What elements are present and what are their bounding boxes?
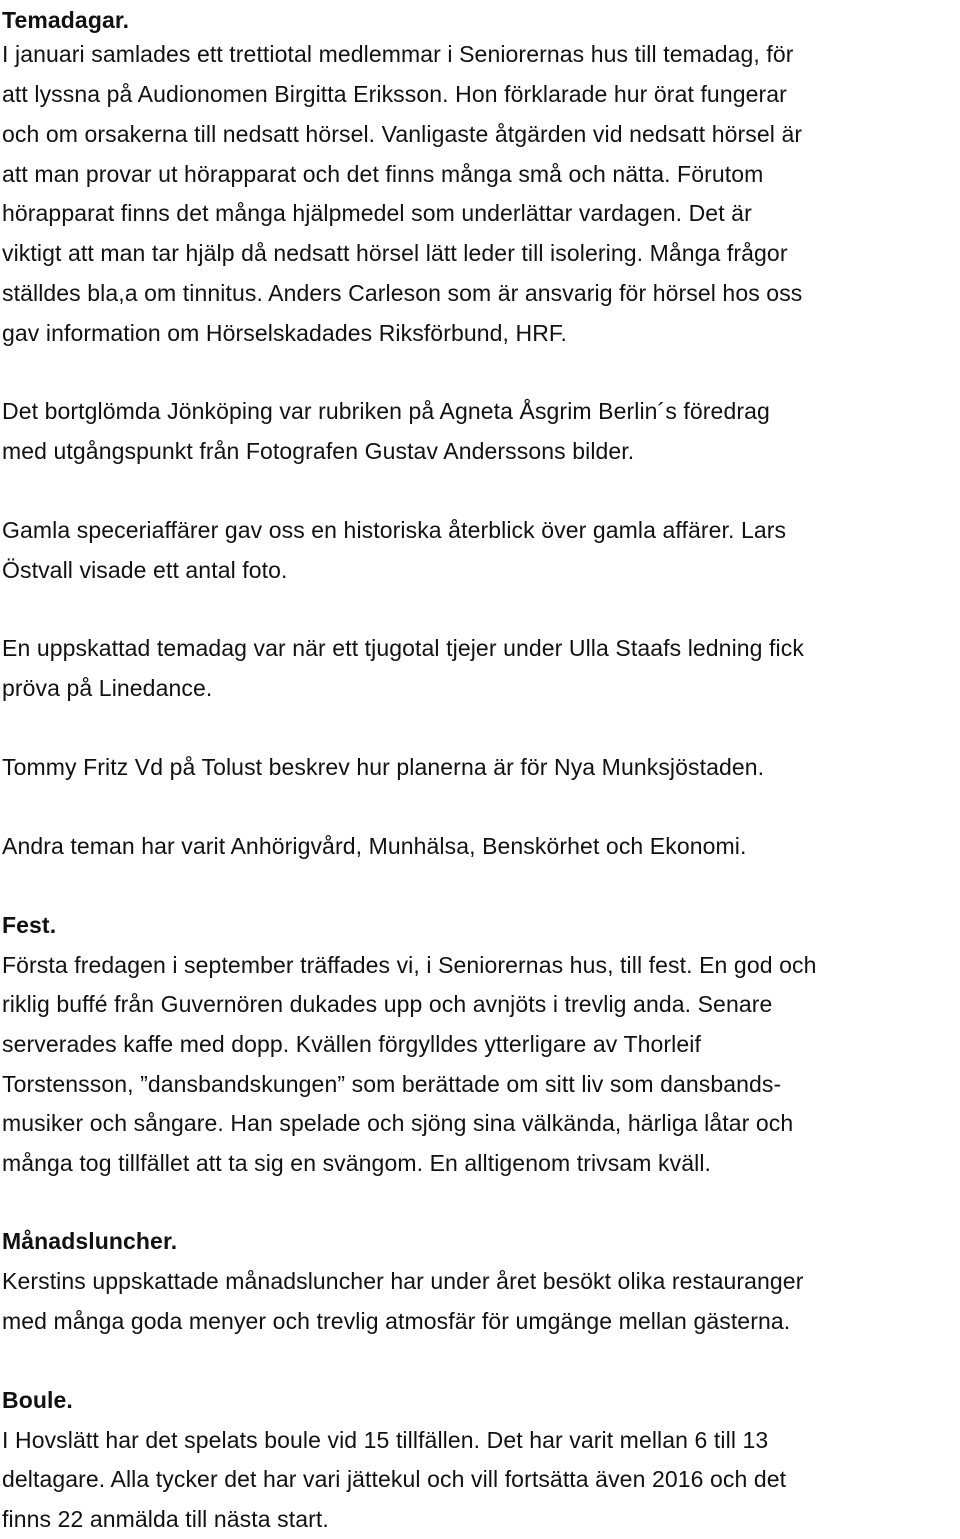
text-line: Kerstins uppskattade månadsluncher har under året besökt olika restauranger [2, 1268, 804, 1294]
text-line: En uppskattad temadag var när ett tjugotal tjejer under Ulla Staafs ledning fick [2, 635, 804, 661]
text-line: riklig buffé från Guvernören dukades upp och avnjöts i trevlig anda. Senare [2, 991, 773, 1017]
text-line: med många goda menyer och trevlig atmosfär för umgänge mellan gästerna. [2, 1308, 791, 1334]
text-line: pröva på Linedance. [2, 675, 213, 701]
section-heading-temadagar: Temadagar. [2, 7, 130, 33]
text-line: finns 22 anmälda till nästa start. [2, 1506, 329, 1532]
text-line: musiker och sångare. Han spelade och sjöng sina välkända, härliga låtar och [2, 1110, 794, 1136]
text-line: Gamla speceriaffärer gav oss en historiska återblick över gamla affärer. Lars [2, 517, 787, 543]
text-line: deltagare. Alla tycker det har vari jättekul och vill fortsätta även 2016 och det [2, 1466, 787, 1492]
text-line: I Hovslätt har det spelats boule vid 15 tillfällen. Det har varit mellan 6 till 13 [2, 1427, 769, 1453]
text-line: att man provar ut hörapparat och det finns många små och nätta. Förutom [2, 161, 764, 187]
text-line: Andra teman har varit Anhörigvård, Munhälsa, Benskörhet och Ekonomi. [2, 833, 747, 859]
text-line: viktigt att man tar hjälp då nedsatt hörsel lätt leder till isolering. Många frågor [2, 240, 788, 266]
text-line: att lyssna på Audionomen Birgitta Eriksson. Hon förklarade hur örat fungerar [2, 81, 787, 107]
text-line: Östvall visade ett antal foto. [2, 557, 288, 583]
text-line: många tog tillfället att ta sig en svängom. En alltigenom trivsam kväll. [2, 1150, 712, 1176]
text-line: Första fredagen i september träffades vi, i Seniorernas hus, till fest. En god och [2, 952, 817, 978]
text-line: Torstensson, ”dansbandskungen” som berättade om sitt liv som dansbands- [2, 1071, 782, 1097]
text-line: ställdes bla,a om tinnitus. Anders Carleson som är ansvarig för hörsel hos oss [2, 280, 803, 306]
text-line: med utgångspunkt från Fotografen Gustav Anderssons bilder. [2, 438, 635, 464]
text-line: I januari samlades ett trettiotal medlemmar i Seniorernas hus till temadag, för [2, 41, 794, 67]
text-line: gav information om Hörselskadades Riksförbund, HRF. [2, 320, 568, 346]
text-line: Tommy Fritz Vd på Tolust beskrev hur planerna är för Nya Munksjöstaden. [2, 754, 765, 780]
text-line: hörapparat finns det många hjälpmedel som underlättar vardagen. Det är [2, 200, 752, 226]
section-heading-fest: Fest. [2, 912, 57, 938]
text-line: Det bortglömda Jönköping var rubriken på Agneta Åsgrim Berlin´s föredrag [2, 398, 770, 424]
text-line: serverades kaffe med dopp. Kvällen förgylldes ytterligare av Thorleif [2, 1031, 701, 1057]
section-heading-boule: Boule. [2, 1387, 73, 1413]
text-line: och om orsakerna till nedsatt hörsel. Vanligaste åtgärden vid nedsatt hörsel är [2, 121, 803, 147]
section-heading-manadsluncher: Månadsluncher. [2, 1228, 178, 1254]
